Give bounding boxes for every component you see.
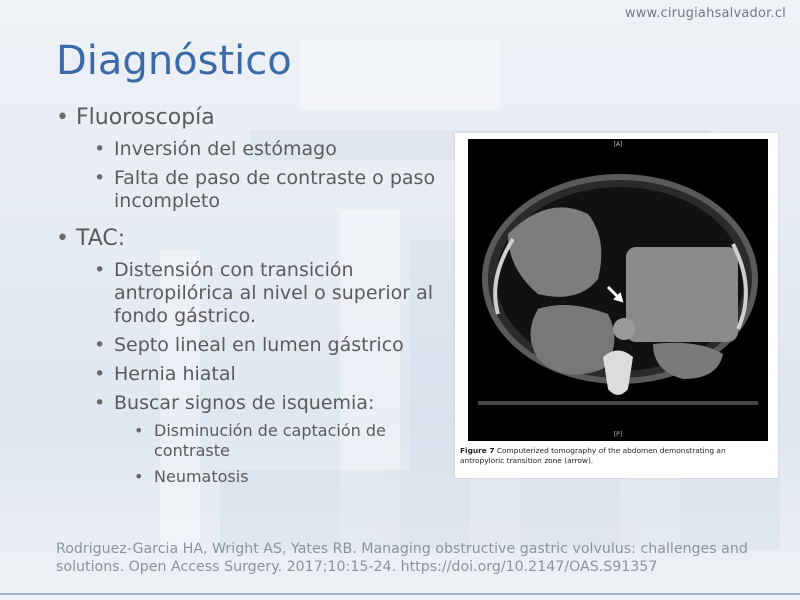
bullet-tac: • TAC: <box>56 225 461 253</box>
bullet-list <box>56 104 461 493</box>
bullet-inversion-estomago: • Inversión del estómago <box>94 138 461 161</box>
bullet-neumatosis: • Neumatosis <box>134 467 461 487</box>
slide-title: Diagnóstico <box>56 38 292 84</box>
bullet-falta-paso-contraste: • Falta de paso de contraste o paso incompleto <box>94 167 461 213</box>
reference-citation: Rodriguez-Garcia HA, Wright AS, Yates RB. Managing obstructive gastric volvulus: challenges and solutions. Open Access Surgery. 2017;10:15-24. https://doi.org/10.2147/OAS.S91357 <box>56 541 748 575</box>
ct-anterior-marker: [A] <box>613 141 623 148</box>
ct-figure <box>455 133 778 478</box>
bullet-disminucion-captacion: • Disminución de captación de contraste <box>134 421 461 461</box>
bullet-septo-lineal: • Septo lineal en lumen gástrico <box>94 334 461 357</box>
bullet-distension-transicion: • Distensión con transición antropilórica al nivel o superior al fondo gástrico. <box>94 259 461 328</box>
caption-text: Computerized tomography of the abdomen demonstrating an antropyloric transition zone (arrow). <box>460 446 726 465</box>
figure-caption <box>460 446 772 466</box>
site-url: www.cirugiahsalvador.cl <box>624 6 786 21</box>
bullet-signos-isquemia: • Buscar signos de isquemia: <box>94 392 461 415</box>
caption-label: Figure 7 <box>460 446 495 455</box>
ct-scan-panel <box>468 139 768 441</box>
ct-posterior-marker: [P] <box>613 431 623 438</box>
bullet-hernia-hiatal: • Hernia hiatal <box>94 363 461 386</box>
bullet-fluoroscopia: • Fluoroscopía <box>56 104 461 132</box>
ct-scan-image <box>468 139 768 441</box>
footer-line <box>0 593 800 595</box>
